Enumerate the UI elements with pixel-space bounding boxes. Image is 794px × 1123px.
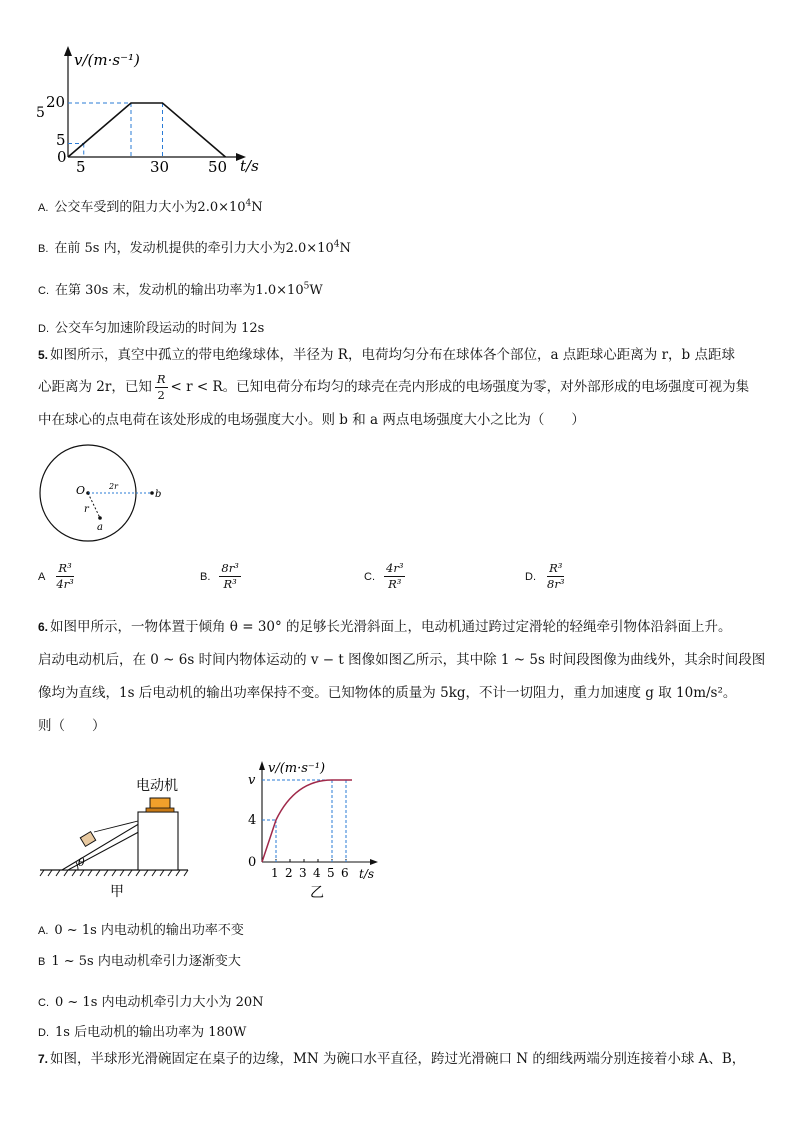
y-axis-arrow: [64, 46, 72, 56]
q5-text-2a: 心距离为 2r，已知: [38, 379, 152, 395]
q4-option-d[interactable]: [38, 317, 264, 336]
option-exp: 4: [245, 198, 252, 209]
option-label: A.: [38, 925, 49, 937]
option-exp: 5: [303, 281, 310, 292]
x-tick-50: 50: [208, 158, 228, 176]
option-text: 0 ~ 1s 内电动机牵引力大小为 20N: [55, 995, 264, 1010]
radius-r-line: [88, 493, 100, 518]
velocity-curve: [262, 780, 352, 862]
y-axis-label: v/(m·s⁻¹): [268, 761, 326, 776]
question-number: 6.: [38, 620, 49, 634]
vt-graph-2: [240, 754, 390, 904]
q5-stem: [38, 340, 758, 435]
x-axis-label: t/s: [359, 867, 375, 881]
option-text: 0 ~ 1s 内电动机的输出功率不变: [54, 923, 244, 938]
x-axis-label: t/s: [240, 157, 259, 175]
option-unit: W: [309, 283, 323, 298]
x-tick-4: 4: [313, 866, 321, 880]
option-exp: 4: [333, 239, 340, 250]
q5-text-1: 如图所示，真空中孤立的带电绝缘球体，半径为 R，电荷均匀分布在球体各个部位，a 点距球心距离为 r，b 点距球: [50, 347, 735, 363]
motor-base: [146, 808, 174, 812]
sphere-figure: [36, 444, 176, 574]
stray-label: 5: [36, 105, 45, 121]
y-tick-0: 0: [57, 148, 67, 166]
q6-line-2: [38, 645, 768, 675]
option-label: A.: [38, 202, 49, 214]
question-number: 7.: [38, 1052, 49, 1066]
q6-line-1: [38, 612, 768, 642]
y-tick-4: 4: [248, 813, 257, 828]
q6-text-1: 如图甲所示，一物体置于倾角 θ = 30° 的足够长光滑斜面上，电动机通过跨过定滑轮的轻绳牵引物体沿斜面上升。: [50, 619, 732, 635]
option-label: C.: [364, 571, 375, 583]
label-a: a: [97, 522, 103, 533]
point-a: [98, 516, 102, 520]
x-tick-5: 5: [327, 866, 335, 880]
y-tick-0: 0: [248, 855, 257, 870]
label-o: O: [76, 484, 86, 497]
y-tick-20: 20: [46, 93, 66, 111]
q6-line-4: [38, 711, 768, 741]
y-tick-5: 5: [56, 131, 66, 149]
option-fraction: $\frac{\text{8r³}}{\text{R³}}$: [221, 561, 239, 591]
q6-option-d[interactable]: [38, 1021, 246, 1040]
q7-text-1: 如图，半球形光滑碗固定在桌子的边缘，MN 为碗口水平直径，跨过光滑碗口 N 的细线两端分别连接着小球 A、B，: [50, 1051, 746, 1067]
option-value: 2.0×10: [197, 200, 246, 215]
q6-text-4: 则（ ）: [38, 718, 106, 734]
option-value: 2.0×10: [285, 241, 334, 256]
q5-option-b[interactable]: [200, 561, 244, 592]
label-2r: 2r: [109, 482, 118, 491]
x-axis-arrow: [370, 859, 378, 865]
block: [80, 832, 95, 847]
theta-label: θ: [78, 856, 85, 869]
option-unit: N: [251, 200, 263, 215]
caption-jia: 甲: [110, 884, 124, 900]
option-text: 1s 后电动机的输出功率为 180W: [55, 1025, 247, 1040]
q4-option-a[interactable]: [38, 196, 263, 215]
label-b: b: [155, 489, 162, 500]
label-r: r: [84, 504, 89, 515]
option-label: C.: [38, 997, 49, 1009]
y-tick-v: v: [248, 773, 256, 788]
q5-option-a[interactable]: [38, 561, 79, 592]
option-fraction: $\frac{\text{R³}}{\text{4r³}}$: [56, 561, 74, 591]
motor-label: 电动机: [136, 778, 178, 794]
x-tick-2: 2: [285, 866, 293, 880]
q6-stem: [38, 612, 768, 741]
q6-option-b[interactable]: [38, 950, 241, 969]
option-label: D.: [525, 571, 536, 583]
option-value: 1.0×10: [255, 283, 304, 298]
q6-option-a[interactable]: [38, 919, 244, 938]
x-tick-1: 1: [271, 866, 279, 880]
q6-text-3: 像均为直线，1s 后电动机的输出功率保持不变。已知物体的质量为 5kg，不计一切阻力，重力加速度 g 取 10m/s²。: [38, 685, 737, 701]
q5-line-2: [38, 372, 758, 403]
q4-option-b[interactable]: [38, 237, 351, 256]
caption-yi: 乙: [310, 885, 324, 901]
point-b: [150, 491, 154, 495]
y-axis-arrow: [259, 761, 265, 770]
q6-text-2: 启动电动机后，在 0 ~ 6s 时间内物体运动的 v − t 图像如图乙所示，其中除 1 ~ 5s 时间段图像为曲线外，其余时间段图: [38, 652, 766, 668]
x-tick-6: 6: [341, 866, 349, 880]
question-number: 5.: [38, 348, 49, 362]
option-unit: N: [339, 241, 351, 256]
ground-hatching: [40, 870, 188, 876]
q5-text-2b: < r < R。已知电荷分布均匀的球壳在壳内形成的电场强度为零，对外部形成的电场强度可视为集: [170, 379, 750, 395]
x-tick-3: 3: [299, 866, 307, 880]
vt-graph-1: [30, 40, 270, 185]
q6-option-c[interactable]: [38, 991, 264, 1010]
option-text: 在第 30s 末，发动机的输出功率为: [55, 283, 256, 298]
option-label: B.: [38, 243, 49, 255]
option-text: 在前 5s 内，发动机提供的牵引力大小为: [54, 241, 286, 256]
table: [138, 812, 178, 870]
q7-stem: [38, 1044, 768, 1074]
option-text: 公交车受到的阻力大小为: [54, 200, 198, 215]
q5-option-c[interactable]: [364, 561, 408, 592]
option-label: B: [38, 956, 46, 968]
q6-line-3: [38, 678, 768, 708]
x-tick-30: 30: [150, 158, 170, 176]
q5-option-d[interactable]: [525, 561, 569, 592]
option-fraction: $\frac{\text{R³}}{\text{8r³}}$: [547, 561, 565, 591]
fraction-r-over-2: $\frac{R}{2}$: [156, 372, 166, 402]
x-tick-5: 5: [76, 158, 86, 176]
option-label: D.: [38, 1027, 49, 1039]
incline-motor-figure: [38, 768, 198, 908]
y-axis-label: v/(m·s⁻¹): [74, 51, 140, 69]
option-label: A: [38, 571, 46, 583]
option-text: 公交车匀加速阶段运动的时间为 12s: [55, 321, 265, 336]
option-label: B.: [200, 571, 211, 583]
q5-line-1: [38, 340, 758, 370]
option-text: 1 ~ 5s 内电动机牵引力逐渐变大: [51, 954, 241, 969]
q4-option-c[interactable]: [38, 279, 323, 298]
option-fraction: $\frac{\text{4r³}}{\text{R³}}$: [386, 561, 404, 591]
option-label: C.: [38, 285, 49, 297]
q5-line-3: [38, 405, 758, 435]
option-label: D.: [38, 323, 49, 335]
q5-text-3: 中在球心的点电荷在该处形成的电场强度大小。则 b 和 a 两点电场强度大小之比为（ ）: [38, 412, 585, 428]
velocity-line: [68, 103, 226, 157]
